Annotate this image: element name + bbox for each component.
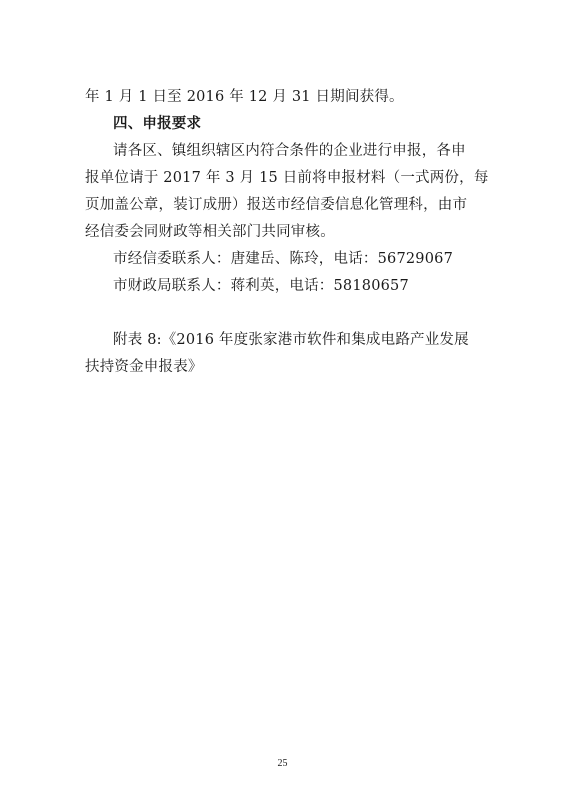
page-number: 25 [277, 758, 288, 769]
attachment-title-line-1: 附表 8:《2016 年度张家港市软件和集成电路产业发展 [113, 332, 469, 348]
paragraph-requirements-line-1: 请各区、镇组织辖区内符合条件的企业进行申报，各申 [113, 143, 466, 159]
paragraph-requirements-line-2: 报单位请于 2017 年 3 月 15 日前将申报材料（一式两份，每 [85, 170, 489, 186]
paragraph-date-range: 年 1 月 1 日至 2016 年 12 月 31 日期间获得。 [85, 89, 404, 105]
contact-finance-bureau: 市财政局联系人：蒋利英，电话：58180657 [113, 278, 409, 294]
contact-economic-commission: 市经信委联系人：唐建岳、陈玲，电话：56729067 [113, 251, 454, 267]
paragraph-requirements-line-3: 页加盖公章，装订成册）报送市经信委信息化管理科，由市 [85, 197, 468, 213]
attachment-title-line-2: 扶持资金申报表》 [85, 359, 203, 375]
section-heading-requirements: 四、申报要求 [113, 116, 202, 132]
paragraph-requirements-line-4: 经信委会同财政等相关部门共同审核。 [85, 224, 335, 240]
